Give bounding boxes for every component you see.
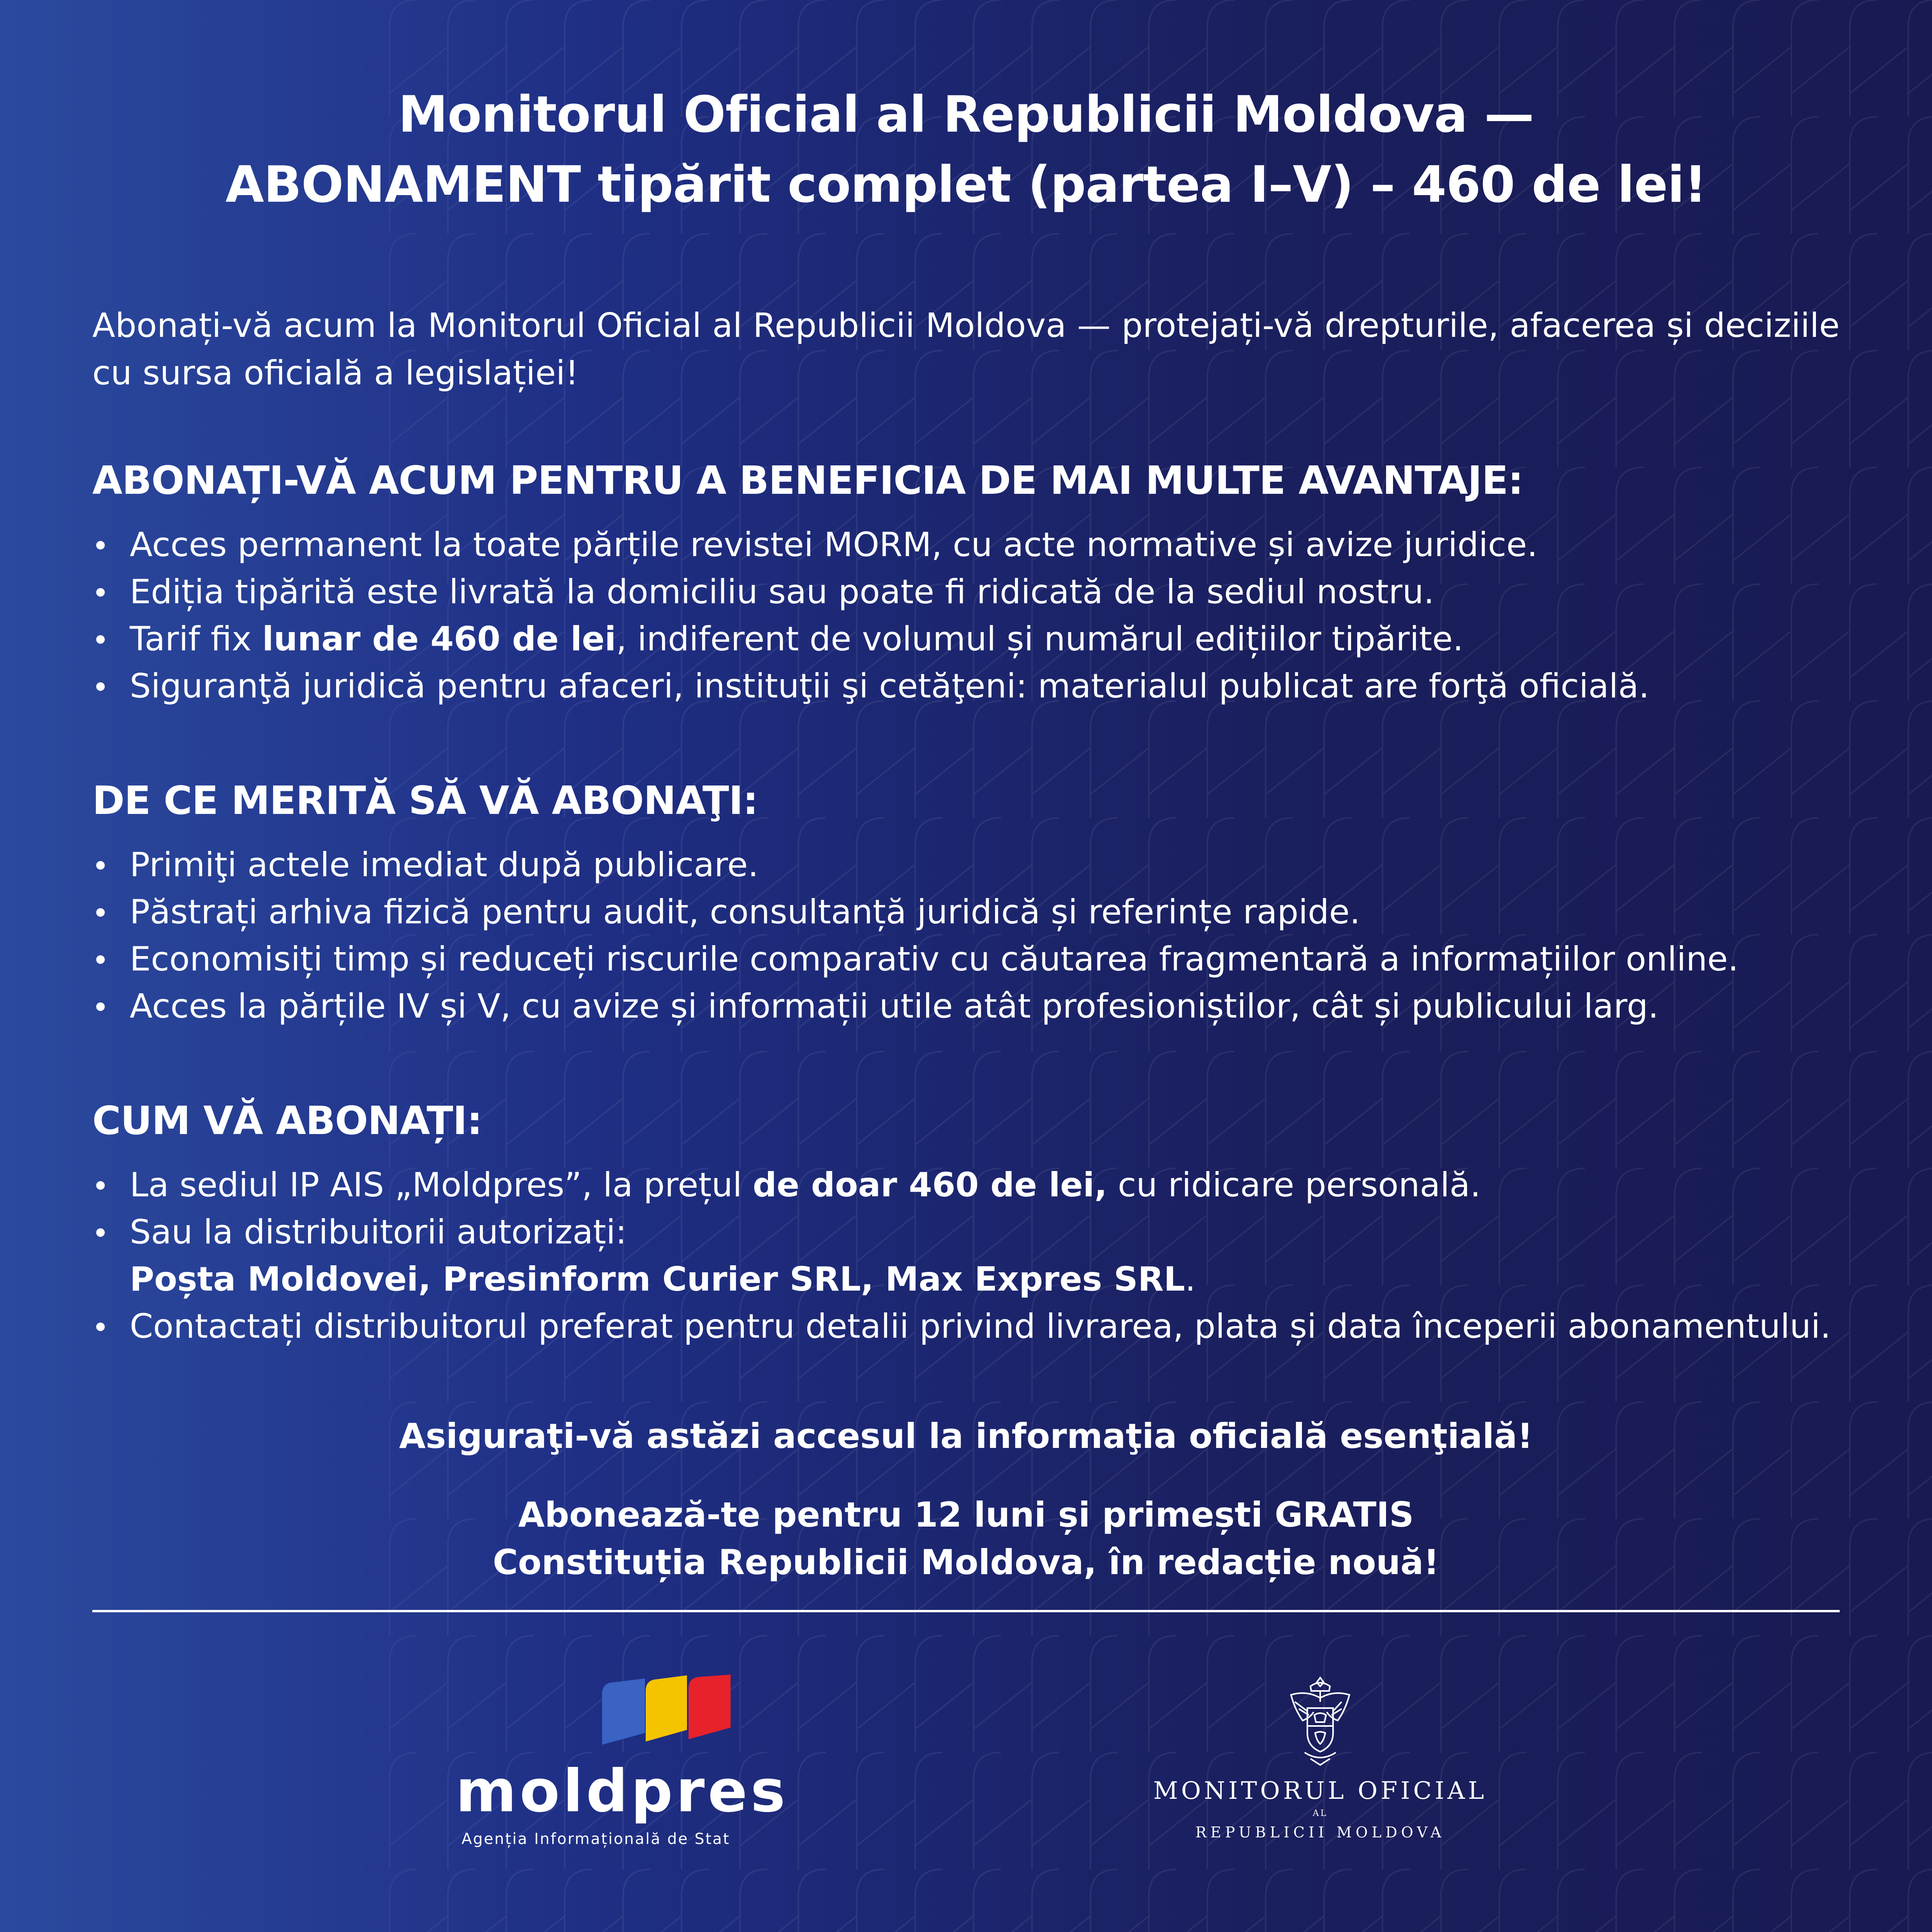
how-list xyxy=(92,1162,1840,1350)
cta-text: Asiguraţi-vă astăzi accesul la informaţia oficială esenţială! xyxy=(399,1416,1533,1456)
list-item: Siguranţă juridică pentru afaceri, instituţii şi cetăţeni: materialul publicat are forţă oficială. xyxy=(92,663,1840,710)
list-item: Acces permanent la toate părțile revistei MORM, cu acte normative și avize juridice. xyxy=(92,521,1840,569)
list-item: Tarif fix lunar de 460 de lei, indiferent de volumul și numărul edițiilor tipărite. xyxy=(92,616,1840,663)
monitorul-oficial-logo xyxy=(1145,1675,1495,1846)
title-line-2: ABONAMENT tipărit complet (partea I–V) – 460 de lei! xyxy=(225,156,1707,214)
moldpres-logo xyxy=(456,1675,789,1848)
price-highlight: lunar de 460 de lei xyxy=(262,620,616,659)
monitorul-line-3: REPUBLICII MOLDOVA xyxy=(1195,1824,1445,1841)
list-item: Contactați distribuitorul preferat pentru detalii privind livrarea, plata și data începerii abonamentului. xyxy=(92,1303,1840,1350)
monitorul-line-1: MONITORUL OFICIAL xyxy=(1153,1776,1487,1805)
moldpres-flag-logo xyxy=(600,1675,732,1749)
list-item: Păstrați arhiva fizică pentru audit, consultanță juridică și referințe rapide. xyxy=(92,889,1840,936)
coat-of-arms-icon xyxy=(1283,1675,1357,1768)
advantages-list xyxy=(92,521,1840,710)
page-title xyxy=(92,80,1840,220)
content xyxy=(92,80,1840,1586)
section-heading-why: DE CE MERITĂ SĂ VĂ ABONAŢI: xyxy=(92,778,758,823)
moldpres-subtitle: Agenția Informațională de Stat xyxy=(461,1830,730,1848)
moldpres-name: moldpres xyxy=(456,1758,789,1825)
list-item: Acces la părțile IV și V, cu avize și informații utile atât profesioniștilor, cât și publicului larg. xyxy=(92,983,1840,1030)
why-list xyxy=(92,842,1840,1030)
intro-text: Abonați-vă acum la Monitorul Oficial al Republicii Moldova — protejați-vă drepturile, afacerea și deciziile cu sursa oficială a legislației! xyxy=(92,306,1840,393)
section-heading-advantages: ABONAȚI-VĂ ACUM PENTRU A BENEFICIA DE MAI MULTE AVANTAJE: xyxy=(92,458,1523,503)
title-line-1: Monitorul Oficial al Republicii Moldova — xyxy=(398,86,1534,144)
price-highlight: de doar 460 de lei, xyxy=(752,1166,1107,1205)
monitorul-line-2: AL xyxy=(1312,1809,1328,1818)
distributors-list: Poșta Moldovei, Presinform Curier SRL, Max Expres SRL xyxy=(130,1260,1185,1299)
cta-offer: Abonează-te pentru 12 luni și primești GRATIS Constituția Republicii Moldova, în redacție nouă! xyxy=(493,1495,1439,1582)
divider xyxy=(92,1610,1840,1612)
list-item: Sau la distribuitorii autorizați: Poșta Moldovei, Presinform Curier SRL, Max Expres SRL. xyxy=(92,1209,1840,1303)
list-item: La sediul IP AIS „Moldpres”, la prețul de doar 460 de lei, cu ridicare personală. xyxy=(92,1162,1840,1209)
list-item: Ediția tipărită este livrată la domiciliu sau poate fi ridicată de la sediul nostru. xyxy=(92,569,1840,616)
list-item: Primiţi actele imediat după publicare. xyxy=(92,842,1840,889)
list-item: Economisiți timp și reduceți riscurile comparativ cu căutarea fragmentară a informațiilor online. xyxy=(92,936,1840,983)
section-heading-how: CUM VĂ ABONAȚI: xyxy=(92,1098,482,1143)
